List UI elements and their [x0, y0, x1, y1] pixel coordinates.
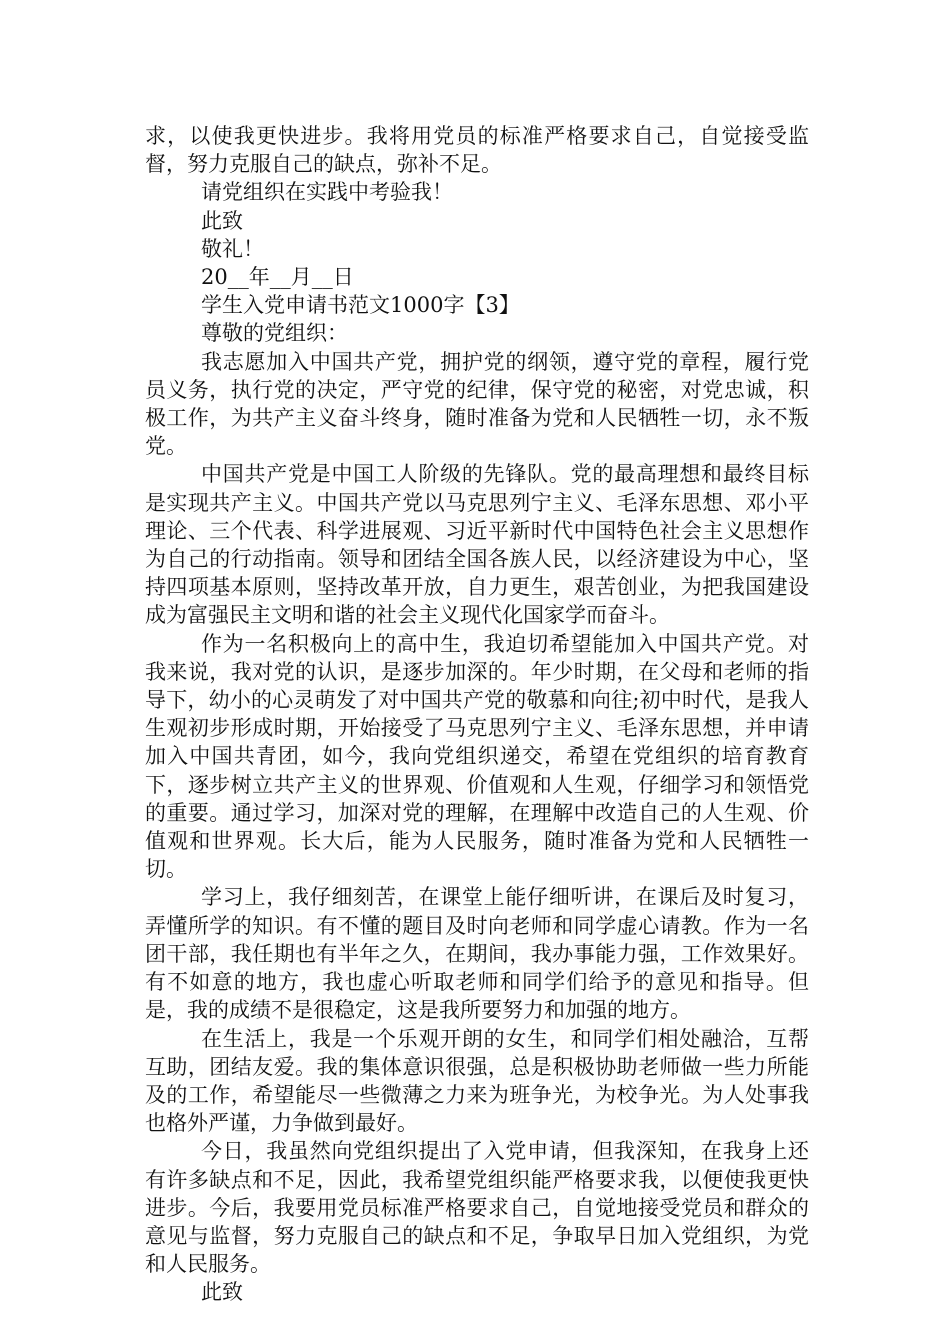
body-paragraph-6: 今日，我虽然向党组织提出了入党申请，但我深知，在我身上还有许多缺点和不足，因此，我希望党组织能严格要求我，以便使我更快进步。今后，我要用党员标准严格要求自己，自觉地接受党员和群众的意见与监督，努力克服自己的缺点和不足，争取早日加入党组织，为党和人民服务。	[145, 1139, 809, 1277]
body-paragraph-3: 作为一名积极向上的高中生，我迫切希望能加入中国共产党。对我来说，我对党的认识，是逐步加深的。年少时期，在父母和老师的指导下，幼小的心灵萌发了对中国共产党的敬慕和向往;初中时代，是我人生观初步形成时期，开始接受了马克思列宁主义、毛泽东思想，并申请加入中国共青团，如今，我向党组织递交，希望在党组织的培育教育下，逐步树立共产主义的世界观、价值观和人生观，仔细学习和领悟党的重要。通过学习，加深对党的理解，在理解中改造自己的人生观、价值观和世界观。长大后，能为人民服务，随时准备为党和人民牺牲一切。	[145, 631, 809, 882]
body-paragraph-5: 在生活上，我是一个乐观开朗的女生，和同学们相处融洽，互帮互助，团结友爱。我的集体意识很强，总是积极协助老师做一些力所能及的工作，希望能尽一些微薄之力来为班争光，为校争光。为人处事我也格外严谨，力争做到最好。	[145, 1026, 809, 1136]
body-paragraph-2: 中国共产党是中国工人阶级的先锋队。党的最高理想和最终目标是实现共产主义。中国共产党以马克思列宁主义、毛泽东思想、邓小平理论、三个代表、科学进展观、习近平新时代中国特色社会主义思想作为自己的行动指南。领导和团结全国各族人民，以经济建设为中心，坚持四项基本原则，坚持改革开放，自力更生，艰苦创业，为把我国建设成为富强民主文明和谐的社会主义现代化国家学而奋斗。	[145, 462, 809, 628]
final-close: 此致	[201, 1280, 243, 1305]
section-title: 学生入党申请书范文1000字【3】	[201, 293, 520, 318]
salutation-respect: 敬礼！	[201, 236, 264, 261]
salutation-close: 此致	[201, 208, 243, 233]
continuation-paragraph: 求，以使我更快进步。我将用党员的标准严格要求自己，自觉接受监督，努力克服自己的缺点，弥补不足。	[145, 124, 809, 177]
closing-request: 请党组织在实践中考验我！	[201, 180, 453, 205]
body-paragraph-4: 学习上，我仔细刻苦，在课堂上能仔细听讲，在课后及时复习，弄懂所学的知识。有不懂的题目及时向老师和同学虚心请教。作为一名团干部，我任期也有半年之久，在期间，我办事能力强，工作效果好。有不如意的地方，我也虚心听取老师和同学们给予的意见和指导。但是，我的成绩不是很稳定，这是我所要努力和加强的地方。	[145, 885, 809, 1023]
body-paragraph-1: 我志愿加入中国共产党，拥护党的纲领，遵守党的章程，履行党员义务，执行党的决定，严守党的纪律，保守党的秘密，对党忠诚，积极工作，为共产主义奋斗终身，随时准备为党和人民牺牲一切，永不叛党。	[145, 349, 809, 459]
document-page	[145, 122, 809, 1307]
date-line: 20__年__月__日	[201, 265, 354, 290]
greeting: 尊敬的党组织：	[201, 321, 348, 346]
